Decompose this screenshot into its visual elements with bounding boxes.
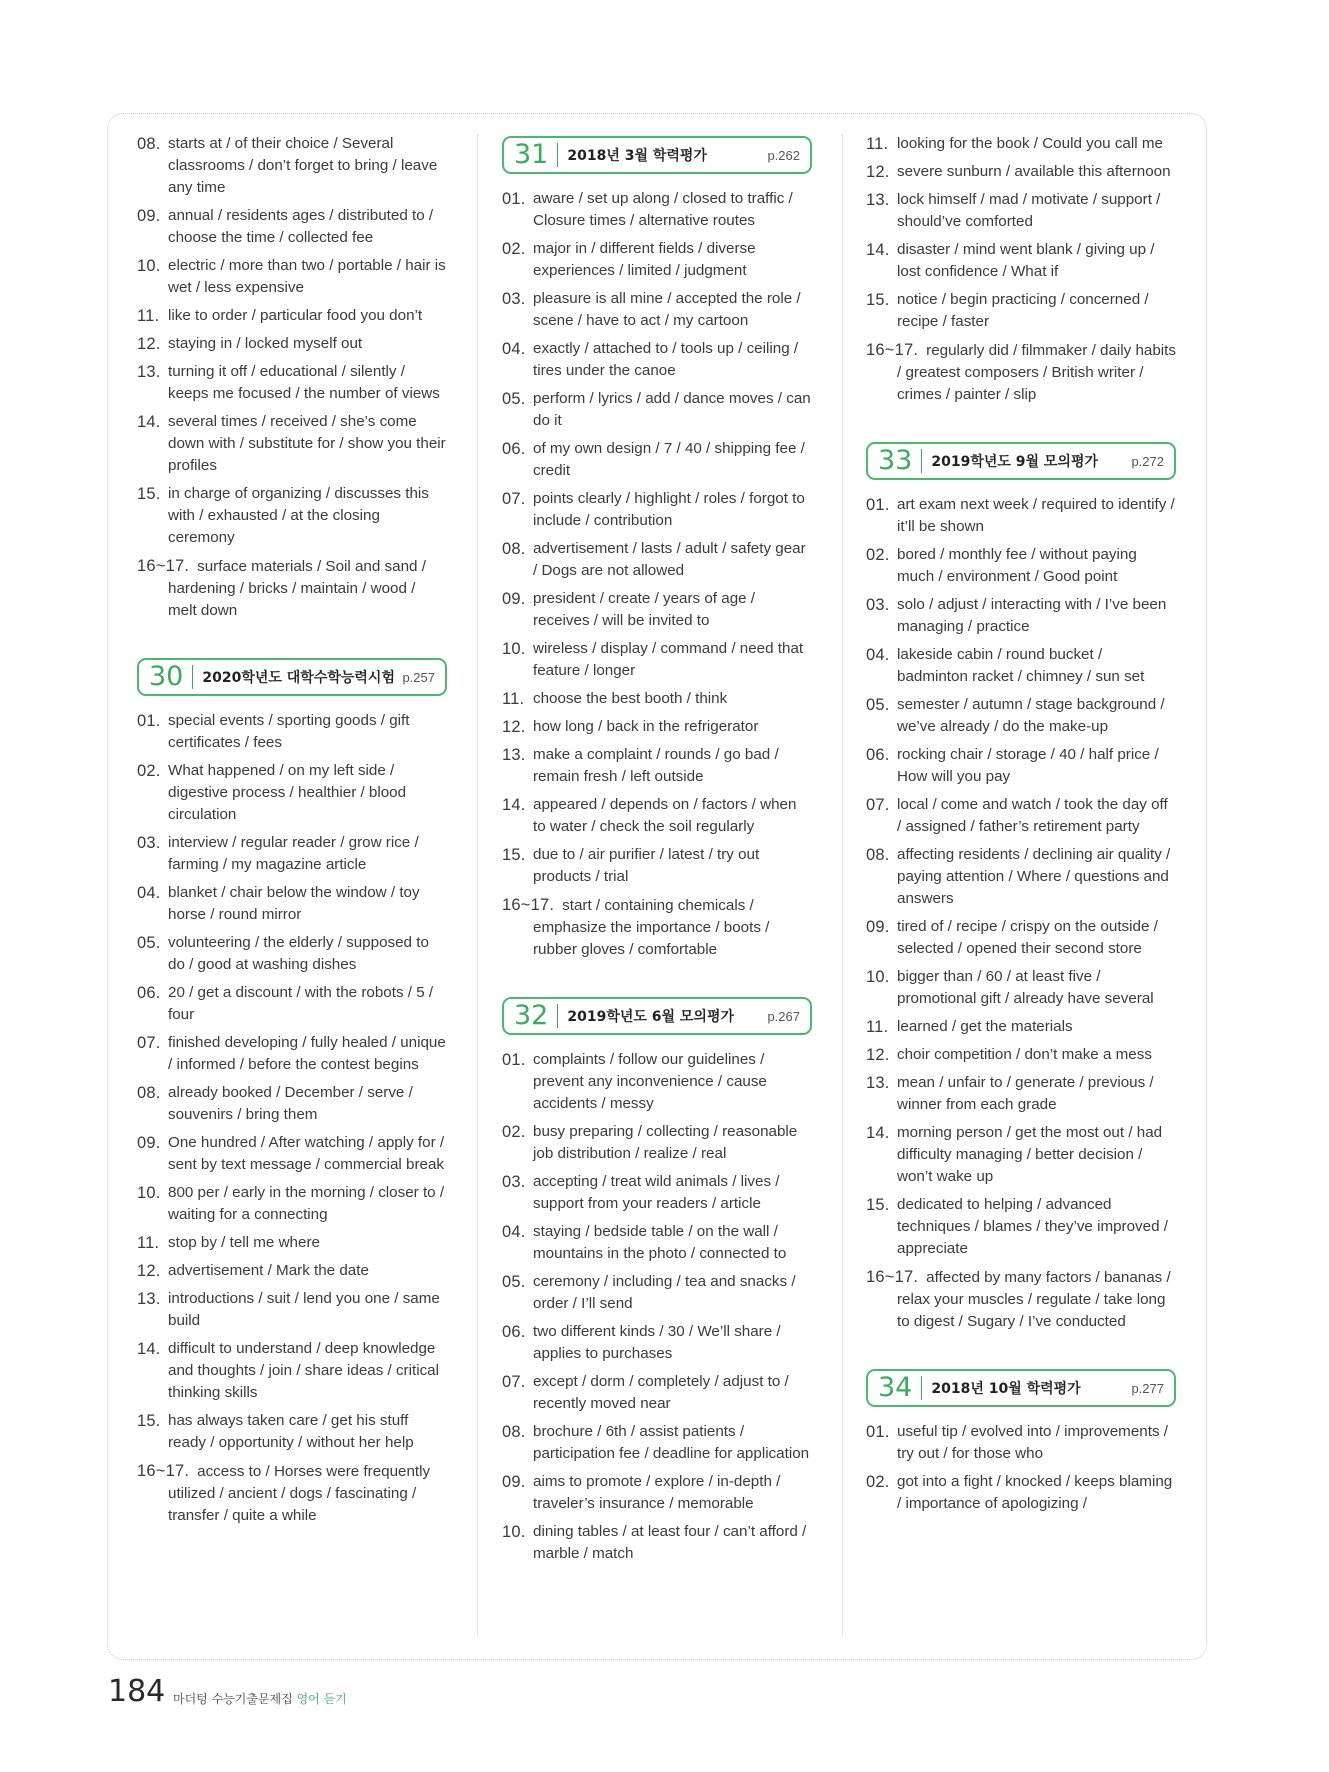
item-text: advertisement / Mark the date	[168, 1262, 369, 1279]
item-text: pleasure is all mine / accepted the role / scene / have to act / my cartoon	[533, 290, 801, 329]
list-item	[866, 1194, 1176, 1260]
list-item	[866, 594, 1176, 638]
item-number: 06.	[502, 440, 526, 458]
section-page-ref: p.272	[1131, 453, 1164, 469]
list-item	[866, 1471, 1176, 1515]
list-item	[866, 1122, 1176, 1188]
item-text: dining tables / at least four / can’t afford / marble / match	[533, 1523, 807, 1562]
item-number: 10.	[137, 1184, 161, 1202]
item-number: 14.	[866, 1124, 890, 1142]
list-item	[502, 716, 812, 738]
item-number: 11.	[137, 307, 160, 325]
item-text: starts at / of their choice / Several classrooms / don’t forget to bring / leave any time	[168, 135, 438, 196]
list-item	[502, 844, 812, 888]
item-text: two different kinds / 30 / We’ll share / applies to purchases	[533, 1323, 781, 1362]
item-number: 09.	[502, 1473, 526, 1491]
list-item	[866, 161, 1176, 183]
item-number: 11.	[866, 1018, 889, 1036]
item-number: 07.	[502, 490, 526, 508]
column-divider	[842, 135, 843, 1635]
item-number: 11.	[137, 1234, 160, 1252]
item-number: 13.	[866, 191, 890, 209]
list-item	[137, 1032, 447, 1076]
section-number: 32	[514, 1004, 558, 1028]
book-title-footer	[173, 1690, 347, 1707]
item-number: 05.	[502, 390, 526, 408]
item-number: 08.	[866, 846, 890, 864]
item-text: useful tip / evolved into / improvements / try out / for those who	[897, 1423, 1168, 1462]
item-text: several times / received / she’s come down with / substitute for / show you their profiles	[168, 413, 446, 474]
item-text: severe sunburn / available this afternoon	[897, 163, 1171, 180]
entry-list	[866, 1421, 1176, 1515]
item-number: 01.	[502, 190, 526, 208]
entry-list	[137, 710, 447, 1527]
item-number: 03.	[502, 1173, 526, 1191]
item-text: finished developing / fully healed / unique / informed / before the contest begins	[168, 1034, 446, 1073]
item-number: 10.	[502, 1523, 526, 1541]
item-text: make a complaint / rounds / go bad / remain fresh / left outside	[533, 746, 779, 785]
item-number: 16~17.	[866, 1268, 919, 1286]
item-number: 13.	[137, 1290, 161, 1308]
item-text: aware / set up along / closed to traffic / Closure times / alternative routes	[533, 190, 793, 229]
item-text: art exam next week / required to identify / it’ll be shown	[897, 496, 1175, 535]
item-text: choir competition / don’t make a mess	[897, 1046, 1152, 1063]
item-text: special events / sporting goods / gift certificates / fees	[168, 712, 410, 751]
list-item	[866, 794, 1176, 838]
item-number: 16~17.	[866, 341, 919, 359]
item-number: 15.	[866, 1196, 890, 1214]
item-number: 01.	[502, 1051, 526, 1069]
item-text: tired of / recipe / crispy on the outside / selected / opened their second store	[897, 918, 1158, 957]
list-item	[137, 411, 447, 477]
item-number: 01.	[137, 712, 161, 730]
section-page-ref: p.257	[402, 669, 435, 685]
item-text: semester / autumn / stage background / we’ve already / do the make-up	[897, 696, 1165, 735]
list-item	[137, 1132, 447, 1176]
item-number: 10.	[866, 968, 890, 986]
list-item	[866, 239, 1176, 283]
list-item	[137, 760, 447, 826]
list-item	[502, 1049, 812, 1115]
item-text: introductions / suit / lend you one / same build	[168, 1290, 440, 1329]
item-text: surface materials / Soil and sand / hardening / bricks / maintain / wood / melt down	[168, 558, 426, 619]
list-item	[137, 710, 447, 754]
entry-list	[137, 133, 447, 622]
section-page-ref: p.267	[767, 1008, 800, 1024]
item-number: 15.	[137, 1412, 161, 1430]
item-text: notice / begin practicing / concerned / recipe / faster	[897, 291, 1149, 330]
list-item	[866, 339, 1176, 406]
list-item	[502, 188, 812, 232]
item-number: 04.	[137, 884, 161, 902]
list-item	[866, 1421, 1176, 1465]
item-number: 07.	[137, 1034, 161, 1052]
item-number: 01.	[866, 1423, 890, 1441]
section-page-ref: p.277	[1131, 1380, 1164, 1396]
page-number: 184	[108, 1674, 166, 1709]
item-text: staying / bedside table / on the wall / mountains in the photo / connected to	[533, 1223, 787, 1262]
item-text: morning person / get the most out / had difficulty managing / better decision / won’t wake up	[897, 1124, 1163, 1185]
item-text: lakeside cabin / round bucket / badminton racket / chimney / sun set	[897, 646, 1145, 685]
list-item	[866, 1072, 1176, 1116]
item-text: interview / regular reader / grow rice / farming / my magazine article	[168, 834, 419, 873]
item-number: 08.	[502, 540, 526, 558]
item-text: choose the best booth / think	[533, 690, 728, 707]
book-title: 마더텅 수능기출문제집	[173, 1692, 293, 1706]
item-number: 09.	[502, 590, 526, 608]
item-number: 10.	[137, 257, 161, 275]
entry-list	[866, 133, 1176, 406]
item-number: 08.	[502, 1423, 526, 1441]
entry-list	[866, 494, 1176, 1333]
list-item	[502, 488, 812, 532]
item-text: aims to promote / explore / in-depth / traveler’s insurance / memorable	[533, 1473, 781, 1512]
list-item	[502, 1421, 812, 1465]
list-item	[137, 1082, 447, 1126]
list-item	[502, 744, 812, 788]
section-number: 33	[878, 449, 922, 473]
item-number: 09.	[137, 1134, 161, 1152]
item-text: annual / residents ages / distributed to / choose the time / collected fee	[168, 207, 434, 246]
item-number: 15.	[137, 485, 161, 503]
list-item	[502, 238, 812, 282]
item-number: 03.	[137, 834, 161, 852]
item-number: 16~17.	[502, 896, 555, 914]
item-text: like to order / particular food you don’t	[168, 307, 423, 324]
item-text: bigger than / 60 / at least five / promotional gift / already have several	[897, 968, 1154, 1007]
item-text: solo / adjust / interacting with / I’ve been managing / practice	[897, 596, 1167, 635]
item-number: 05.	[502, 1273, 526, 1291]
section-title: 2018년 10월 학력평가	[931, 1381, 1081, 1397]
entry-list	[502, 1049, 812, 1565]
item-number: 02.	[502, 240, 526, 258]
list-item	[137, 1288, 447, 1332]
list-item	[137, 1410, 447, 1454]
list-item	[137, 305, 447, 327]
item-text: of my own design / 7 / 40 / shipping fee / credit	[533, 440, 805, 479]
section-header-33	[866, 442, 1176, 480]
list-item	[502, 1171, 812, 1215]
section-title: 2018년 3월 학력평가	[567, 148, 707, 164]
list-item	[866, 1266, 1176, 1333]
item-text: blanket / chair below the window / toy horse / round mirror	[168, 884, 420, 923]
item-number: 04.	[502, 1223, 526, 1241]
item-number: 14.	[137, 1340, 161, 1358]
item-text: ceremony / including / tea and snacks / order / I’ll send	[533, 1273, 796, 1312]
item-number: 08.	[137, 1084, 161, 1102]
list-item	[502, 588, 812, 632]
item-number: 12.	[866, 163, 890, 181]
item-number: 02.	[502, 1123, 526, 1141]
item-number: 12.	[866, 1046, 890, 1064]
list-item	[502, 338, 812, 382]
list-item	[137, 133, 447, 199]
list-item	[137, 1460, 447, 1527]
item-text: 800 per / early in the morning / closer to / waiting for a connecting	[168, 1184, 445, 1223]
list-item	[502, 388, 812, 432]
list-item	[866, 916, 1176, 960]
item-number: 04.	[502, 340, 526, 358]
item-number: 05.	[866, 696, 890, 714]
item-text: busy preparing / collecting / reasonable job distribution / realize / real	[533, 1123, 798, 1162]
item-number: 13.	[502, 746, 526, 764]
column-2	[502, 133, 812, 1571]
section-title: 2019학년도 9월 모의평가	[931, 454, 1099, 470]
item-text: how long / back in the refrigerator	[533, 718, 759, 735]
list-item	[502, 688, 812, 710]
item-text: bored / monthly fee / without paying much / environment / Good point	[897, 546, 1137, 585]
item-number: 03.	[866, 596, 890, 614]
section-number: 34	[878, 1376, 922, 1400]
item-text: accepting / treat wild animals / lives / support from your readers / article	[533, 1173, 780, 1212]
item-number: 14.	[502, 796, 526, 814]
list-item	[502, 1221, 812, 1265]
item-number: 16~17.	[137, 557, 190, 575]
item-text: difficult to understand / deep knowledge and thoughts / join / share ideas / critical thinking skills	[168, 1340, 439, 1401]
item-text: turning it off / educational / silently / keeps me focused / the number of views	[168, 363, 440, 402]
item-text: president / create / years of age / receives / will be invited to	[533, 590, 756, 629]
section-header-30	[137, 658, 447, 696]
column-1	[137, 133, 447, 1533]
list-item	[866, 189, 1176, 233]
item-text: learned / get the materials	[897, 1018, 1073, 1035]
list-item	[137, 205, 447, 249]
list-item	[137, 1182, 447, 1226]
item-number: 06.	[866, 746, 890, 764]
item-text: advertisement / lasts / adult / safety gear / Dogs are not allowed	[533, 540, 806, 579]
section-header-34	[866, 1369, 1176, 1407]
list-item	[137, 932, 447, 976]
list-item	[137, 1232, 447, 1254]
list-item	[866, 494, 1176, 538]
item-text: exactly / attached to / tools up / ceiling / tires under the canoe	[533, 340, 799, 379]
item-number: 16~17.	[137, 1462, 190, 1480]
item-number: 03.	[502, 290, 526, 308]
item-text: staying in / locked myself out	[168, 335, 363, 352]
list-item	[502, 794, 812, 838]
item-number: 14.	[866, 241, 890, 259]
list-item	[137, 982, 447, 1026]
list-item	[866, 1016, 1176, 1038]
list-item	[137, 361, 447, 405]
section-header-32	[502, 997, 812, 1035]
item-number: 06.	[502, 1323, 526, 1341]
item-number: 13.	[137, 363, 161, 381]
item-text: due to / air purifier / latest / try out products / trial	[533, 846, 760, 885]
list-item	[866, 694, 1176, 738]
list-item	[866, 289, 1176, 333]
item-text: access to / Horses were frequently utilized / ancient / dogs / fascinating / transfer / quite a while	[168, 1463, 431, 1524]
item-number: 11.	[866, 135, 889, 153]
list-item	[502, 1521, 812, 1565]
list-item	[137, 832, 447, 876]
item-text: disaster / mind went blank / giving up / lost confidence / What if	[897, 241, 1155, 280]
list-item	[866, 644, 1176, 688]
section-number: 31	[514, 143, 558, 167]
item-text: lock himself / mad / motivate / support / should’ve comforted	[897, 191, 1161, 230]
section-page-ref: p.262	[767, 147, 800, 163]
item-text: already booked / December / serve / souvenirs / bring them	[168, 1084, 413, 1123]
list-item	[502, 638, 812, 682]
item-number: 02.	[866, 546, 890, 564]
item-text: rocking chair / storage / 40 / half price / How will you pay	[897, 746, 1159, 785]
section-title: 2020학년도 대학수학능력시험	[202, 670, 395, 686]
item-text: appeared / depends on / factors / when to water / check the soil regularly	[533, 796, 797, 835]
item-text: major in / different fields / diverse experiences / limited / judgment	[533, 240, 756, 279]
section-title: 2019학년도 6월 모의평가	[567, 1009, 735, 1025]
item-text: electric / more than two / portable / hair is wet / less expensive	[168, 257, 446, 296]
item-text: affected by many factors / bananas / relax your muscles / regulate / take long to digest / Sugary / I’ve conducted	[897, 1269, 1171, 1330]
list-item	[137, 1338, 447, 1404]
item-number: 02.	[866, 1473, 890, 1491]
item-text: has always taken care / get his stuff ready / opportunity / without her help	[168, 1412, 414, 1451]
column-3	[866, 133, 1176, 1521]
item-text: complaints / follow our guidelines / prevent any inconvenience / cause accidents / messy	[533, 1051, 767, 1112]
item-text: perform / lyrics / add / dance moves / can do it	[533, 390, 811, 429]
item-number: 10.	[502, 640, 526, 658]
list-item	[866, 844, 1176, 910]
list-item	[137, 1260, 447, 1282]
item-text: in charge of organizing / discusses this with / exhausted / at the closing ceremony	[168, 485, 429, 546]
list-item	[502, 1321, 812, 1365]
list-item	[137, 555, 447, 622]
list-item	[866, 744, 1176, 788]
item-number: 05.	[137, 934, 161, 952]
item-text: mean / unfair to / generate / previous / winner from each grade	[897, 1074, 1154, 1113]
item-text: What happened / on my left side / digestive process / healthier / blood circulation	[168, 762, 407, 823]
item-text: got into a fight / knocked / keeps blaming / importance of apologizing /	[897, 1473, 1173, 1512]
section-header-31	[502, 136, 812, 174]
item-number: 11.	[502, 690, 525, 708]
list-item	[502, 894, 812, 961]
list-item	[502, 288, 812, 332]
item-number: 12.	[137, 1262, 161, 1280]
item-number: 04.	[866, 646, 890, 664]
item-number: 12.	[137, 335, 161, 353]
item-number: 15.	[866, 291, 890, 309]
list-item	[137, 333, 447, 355]
item-number: 09.	[137, 207, 161, 225]
item-text: local / come and watch / took the day off / assigned / father’s retirement party	[897, 796, 1168, 835]
list-item	[502, 1371, 812, 1415]
item-number: 15.	[502, 846, 526, 864]
item-text: volunteering / the elderly / supposed to do / good at washing dishes	[168, 934, 429, 973]
list-item	[502, 438, 812, 482]
item-number: 13.	[866, 1074, 890, 1092]
item-text: start / containing chemicals / emphasize the importance / boots / rubber gloves / comfortable	[533, 897, 770, 958]
column-divider	[477, 135, 478, 1635]
list-item	[137, 882, 447, 926]
item-number: 12.	[502, 718, 526, 736]
item-number: 02.	[137, 762, 161, 780]
list-item	[502, 1271, 812, 1315]
item-text: stop by / tell me where	[168, 1234, 320, 1251]
item-text: points clearly / highlight / roles / forgot to include / contribution	[533, 490, 805, 529]
book-subtitle: 영어 듣기	[296, 1692, 347, 1706]
list-item	[866, 966, 1176, 1010]
section-number: 30	[149, 665, 193, 689]
list-item	[866, 1044, 1176, 1066]
item-text: wireless / display / command / need that feature / longer	[533, 640, 804, 679]
item-text: One hundred / After watching / apply for / sent by text message / commercial break	[168, 1134, 445, 1173]
item-number: 09.	[866, 918, 890, 936]
list-item	[866, 544, 1176, 588]
list-item	[866, 133, 1176, 155]
item-number: 01.	[866, 496, 890, 514]
list-item	[502, 1121, 812, 1165]
entry-list	[502, 188, 812, 961]
item-text: affecting residents / declining air quality / paying attention / Where / questions and answers	[897, 846, 1171, 907]
list-item	[502, 1471, 812, 1515]
item-number: 14.	[137, 413, 161, 431]
list-item	[137, 255, 447, 299]
item-text: dedicated to helping / advanced techniques / blames / they’ve improved / appreciate	[897, 1196, 1168, 1257]
item-number: 08.	[137, 135, 161, 153]
item-text: regularly did / filmmaker / daily habits / greatest composers / British writer / crimes / painter / slip	[897, 342, 1176, 403]
item-text: looking for the book / Could you call me	[897, 135, 1163, 152]
list-item	[502, 538, 812, 582]
item-text: except / dorm / completely / adjust to / recently moved near	[533, 1373, 789, 1412]
item-text: brochure / 6th / assist patients / participation fee / deadline for application	[533, 1423, 810, 1462]
list-item	[137, 483, 447, 549]
item-number: 06.	[137, 984, 161, 1002]
item-text: 20 / get a discount / with the robots / 5 / four	[168, 984, 434, 1023]
item-number: 07.	[502, 1373, 526, 1391]
item-number: 07.	[866, 796, 890, 814]
